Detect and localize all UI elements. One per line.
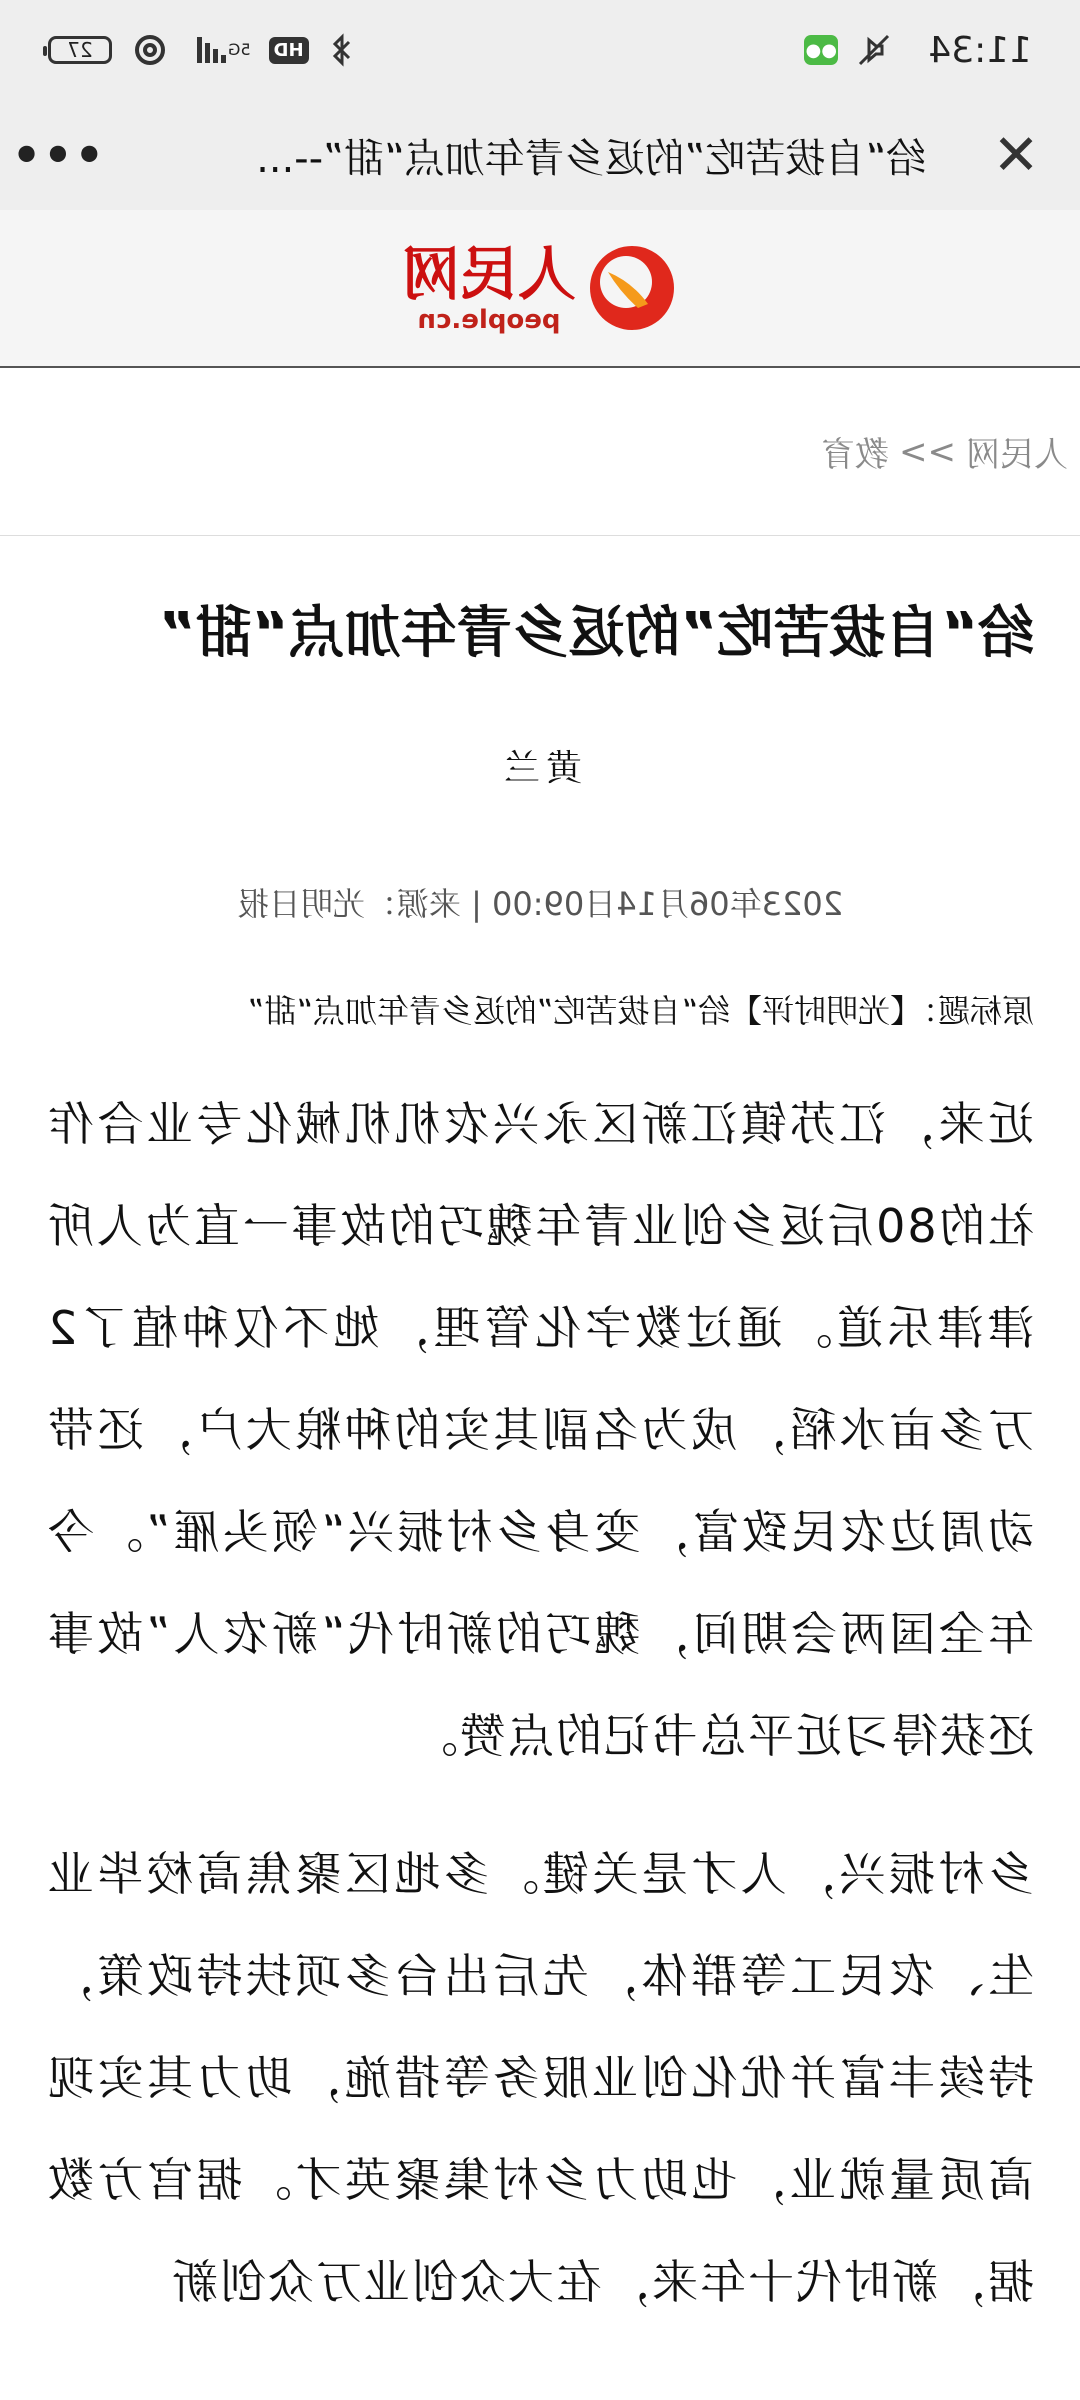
clock: 11:34 xyxy=(928,29,1032,71)
article-meta: 2023年06月14日09:00 | 来源：光明日报 xyxy=(236,885,844,923)
hd-badge: HD xyxy=(269,37,309,64)
people-logo[interactable] xyxy=(402,242,678,334)
site-header xyxy=(0,210,1080,368)
network-type: 5G xyxy=(228,40,251,59)
hotspot-icon xyxy=(130,33,170,67)
logo-emblem-icon xyxy=(586,242,678,334)
signal-icon xyxy=(188,35,251,65)
breadcrumb-section[interactable]: 教育 xyxy=(821,435,890,475)
article-title: 给“自拔苦吃”的返乡青年加点“甜” xyxy=(158,601,1034,666)
logo-cn: 人民网 xyxy=(402,240,577,308)
breadcrumb-home[interactable]: 人民网 xyxy=(966,435,1068,475)
page-title: 给“自拔苦吃”的返乡青年加点“甜”--... xyxy=(256,135,926,182)
logo-en: people.cn xyxy=(417,305,561,335)
close-icon[interactable]: ✕ xyxy=(992,122,1040,188)
status-bar xyxy=(0,0,1080,100)
bluetooth-icon xyxy=(327,32,357,68)
logo-text xyxy=(402,242,576,334)
more-options-icon[interactable]: ••• xyxy=(9,128,104,182)
breadcrumb xyxy=(0,368,1080,536)
battery-level: 27 xyxy=(67,38,93,62)
article-paragraph: 乡村振兴，人才是关键。多地区聚焦高校毕业生、农民工等群体，先后出台多项扶持政策，持续丰富并优化创业服务等措施，助力其实现高质量就业，也助力乡村集聚英才。据官方数据，新时代十年来，在大众创业万众创新 xyxy=(46,1847,1034,2309)
original-title: 原标题：【光明时评】给“自拔苦吃”的返乡青年加点“甜” xyxy=(247,992,1034,1030)
breadcrumb-separator: >> xyxy=(899,431,956,472)
article-body xyxy=(0,1033,1080,2333)
battery-icon xyxy=(48,36,112,64)
browser-nav-bar xyxy=(0,100,1080,210)
wechat-notification-icon: ●● xyxy=(804,35,838,65)
mute-icon xyxy=(856,32,892,68)
article-author: 黄兰 xyxy=(498,748,583,789)
article-paragraph: 近来，江苏镇江新区永兴农机机械化专业合作社的80后返乡创业青年魏巧的故事一直为人所津津乐道。通过数字化管理，她不仅种植了2万多亩水稻，成为名副其实的种粮大户，还带动周边农民致富，变身乡村振兴“领头雁”。今年全国两会期间，魏巧的新时代“新农人”故事还获得习近平总书记的点赞。 xyxy=(46,1097,1034,1763)
